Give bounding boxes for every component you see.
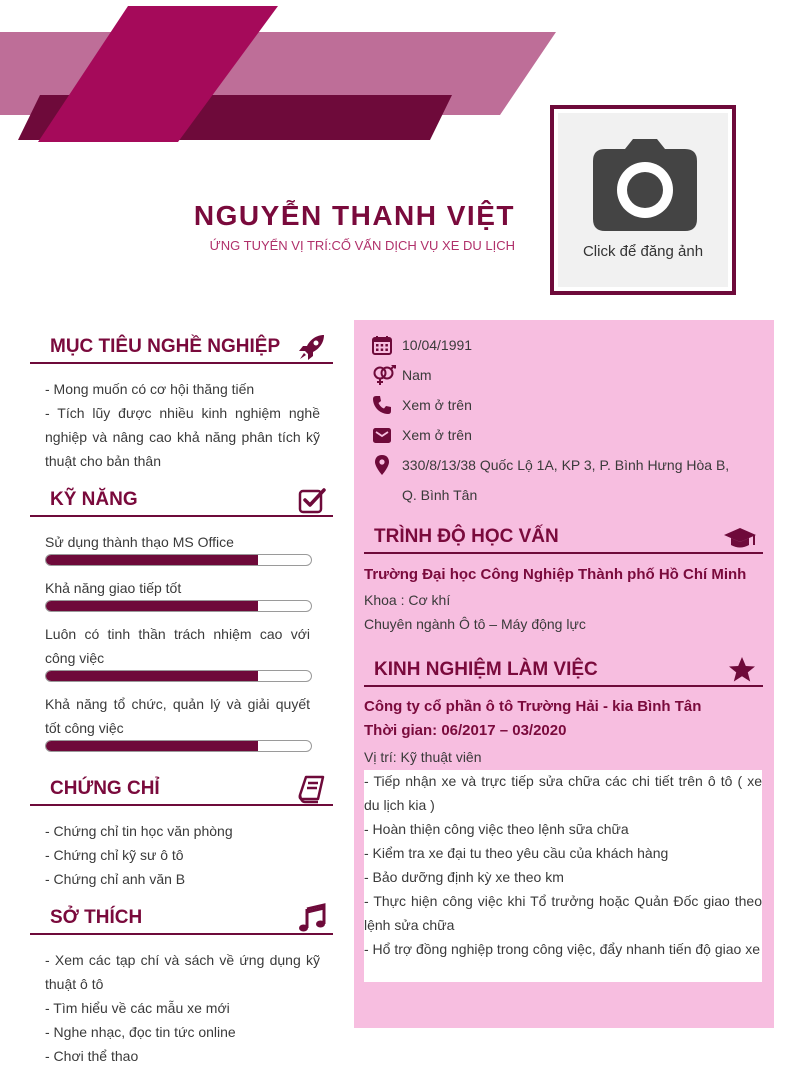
experience-role: Vị trí: Kỹ thuật viên [364,749,482,765]
certificate-item-2: - Chứng chỉ kỹ sư ô tô [45,847,184,863]
objective-header [30,334,333,364]
skill-fill-4 [46,741,258,751]
duty-item-2: - Hoàn thiện công việc theo lệnh sữa chữa [364,821,629,837]
skill-fill-2 [46,601,258,611]
education-faculty: Khoa : Cơ khí [364,592,451,608]
skill-fill-1 [46,555,258,565]
duty-item-4: - Bảo dưỡng định kỳ xe theo km [364,869,564,885]
skill-bar-2 [45,600,312,612]
skills-header [30,487,333,517]
education-header [364,524,763,554]
skill-label-4: Khả năng tổ chức, quản lý và giải quyết tốt công việc [45,696,310,736]
photo-placeholder[interactable] [558,113,728,287]
info-email [372,423,752,447]
skill-bar-3 [45,670,312,682]
certificate-item-1: - Chứng chỉ tin học văn phòng [45,823,233,839]
star-icon [727,655,757,685]
objective-line-2: - Tích lũy được nhiều kinh nghiệm nghề nghiệp và nâng cao khả năng phân tích kỹ thuật cho bản thân [45,405,320,469]
skill-label-1: Sử dụng thành thạo MS Office [45,534,234,550]
duty-item-6: - Hổ trợ đồng nghiệp trong công việc, đẩy nhanh tiến độ giao xe [364,941,760,957]
education-title: TRÌNH ĐỘ HỌC VẤN [374,526,559,547]
info-gender-value: Nam [402,367,432,383]
email-icon [372,425,392,445]
location-pin-icon [372,455,392,475]
rocket-icon [297,332,327,362]
camera-icon [593,139,697,231]
info-email-value: Xem ở trên [402,427,472,443]
certificate-item-3: - Chứng chỉ anh văn B [45,871,186,887]
skills-title: KỸ NĂNG [50,489,138,510]
skill-label-3: Luôn có tinh thần trách nhiệm cao với công việc [45,626,310,666]
info-dob [372,333,752,357]
info-dob-value: 10/04/1991 [402,337,473,353]
skill-label-2: Khả năng giao tiếp tốt [45,580,182,596]
hobbies-header [30,905,333,935]
education-school: Trường Đại học Công Nghiệp Thành phố Hồ Chí Minh [364,566,747,583]
info-address [372,453,752,477]
info-gender [372,363,752,387]
info-phone-value: Xem ở trên [402,397,472,413]
certificates-header [30,776,333,806]
gender-icon [372,365,396,385]
objective-title: MỤC TIÊU NGHỀ NGHIỆP [50,336,281,357]
education-major: Chuyên ngành Ô tô – Máy động lực [364,616,586,632]
experience-title: KINH NGHIỆM LÀM VIỆC [374,659,598,680]
info-address-line-2: Q. Bình Tân [402,487,478,503]
duty-item-5: - Thực hiện công việc khi Tổ trưởng hoặc Quản Đốc giao theo lệnh sửa chữa [364,893,762,933]
calendar-icon [372,335,392,355]
skill-bar-4 [45,740,312,752]
music-icon [297,903,327,933]
applied-position: ỨNG TUYỂN VỊ TRÍ:CỐ VẤN DỊCH VỤ XE DU LỊCH [209,238,515,253]
candidate-name: NGUYỄN THANH VIỆT [193,200,515,231]
duty-item-1: - Tiếp nhận xe và trực tiếp sửa chữa các chi tiết trên ô tô ( xe du lịch kia ) [364,773,762,813]
photo-upload[interactable] [550,105,736,295]
info-phone [372,393,752,417]
header-banner [0,0,570,150]
checkbox-icon [297,485,327,515]
hobby-item-1: - Xem các tạp chí và sách về ứng dụng kỹ thuật ô tô [45,952,320,992]
photo-label[interactable]: Click để đăng ảnh [582,243,704,260]
hobby-item-4: - Chơi thể thao [45,1048,139,1064]
skill-bar-1 [45,554,312,566]
info-address-line-1: 330/8/13/38 Quốc Lộ 1A, KP 3, P. Bình Hưng Hòa B, [402,457,730,473]
objective-line-1: - Mong muốn có cơ hội thăng tiến [45,381,255,397]
certificates-title: CHỨNG CHỈ [50,778,160,799]
hobby-item-3: - Nghe nhạc, đọc tin tức online [45,1024,236,1040]
book-icon [297,774,327,804]
duty-item-3: - Kiểm tra xe đại tu theo yêu cầu của khách hàng [364,845,669,861]
phone-icon [372,395,392,415]
hobby-item-2: - Tìm hiểu về các mẫu xe mới [45,1000,230,1016]
experience-period: Thời gian: 06/2017 – 03/2020 [364,722,567,739]
experience-company: Công ty cổ phần ô tô Trường Hải - kia Bình Tân [364,698,702,715]
skill-fill-3 [46,671,258,681]
hobbies-title: SỞ THÍCH [50,907,143,928]
experience-header [364,657,763,687]
graduation-cap-icon [723,522,757,552]
